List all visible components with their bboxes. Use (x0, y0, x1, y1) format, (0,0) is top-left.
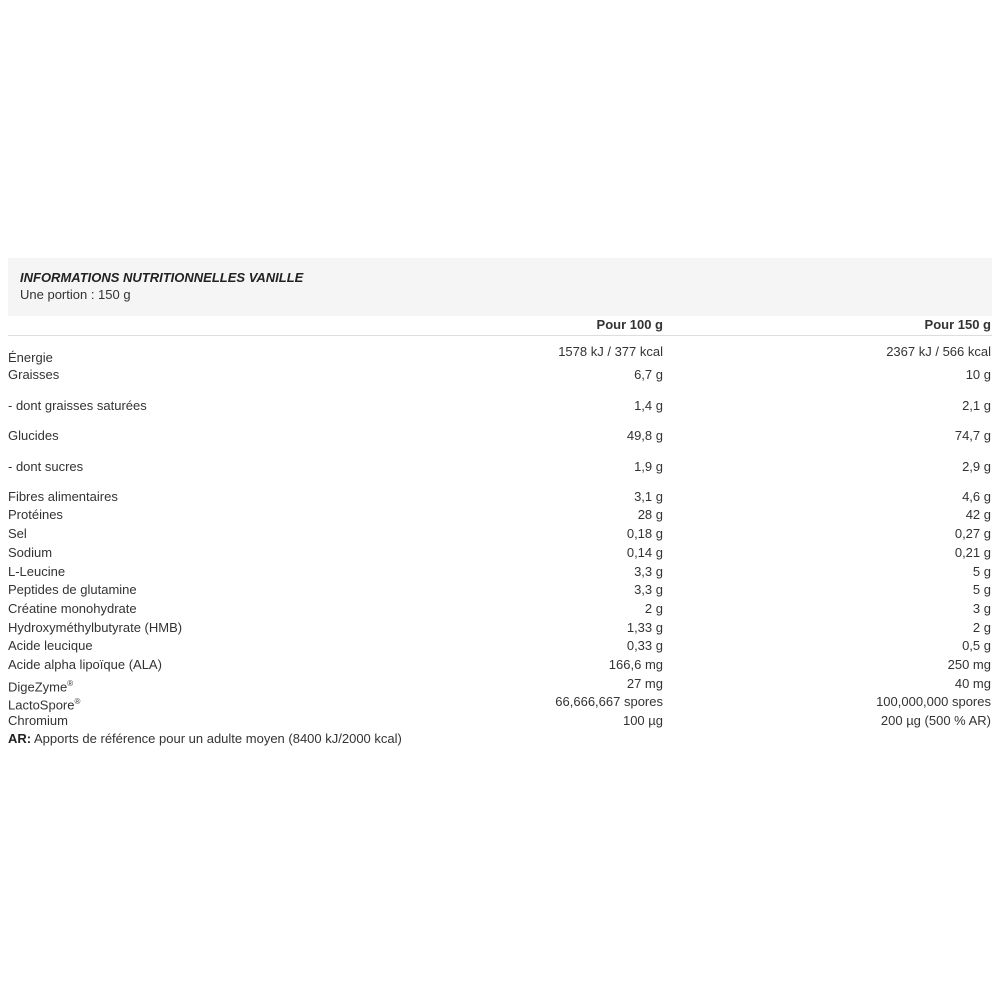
footnote-text: Apports de référence pour un adulte moyen (8400 kJ/2000 kcal) (31, 731, 402, 746)
table-row (8, 525, 992, 543)
column-header-150g: Pour 150 g (924, 317, 991, 332)
value-100g: 3,3 g (634, 564, 663, 579)
value-100g: 0,18 g (626, 526, 663, 541)
nutrient-name: L-Leucine (8, 564, 66, 579)
portion-size: Une portion : 150 g (20, 287, 131, 302)
value-100g: 2 g (644, 601, 663, 616)
value-100g: 49,8 g (626, 428, 663, 443)
value-150g: 250 mg (947, 657, 991, 672)
value-150g: 100,000,000 spores (876, 694, 991, 709)
value-100g: 3,1 g (634, 489, 663, 504)
value-100g: 66,666,667 spores (555, 694, 663, 709)
value-150g: 2 g (972, 620, 991, 635)
registered-mark: ® (74, 697, 81, 706)
column-headers (8, 316, 992, 336)
value-150g: 2,9 g (962, 459, 991, 474)
value-100g: 1,4 g (634, 398, 663, 413)
value-100g: 1,9 g (634, 459, 663, 474)
value-150g: 74,7 g (954, 428, 991, 443)
value-150g: 42 g (965, 507, 991, 522)
table-row (8, 693, 992, 711)
value-100g: 27 mg (626, 676, 663, 691)
nutrient-name: Acide leucique (8, 638, 93, 653)
value-150g: 5 g (972, 582, 991, 597)
table-header-box (8, 258, 992, 316)
nutrient-name-text: LactoSpore (8, 697, 75, 713)
value-150g: 2,1 g (962, 398, 991, 413)
value-150g: 0,21 g (954, 545, 991, 560)
value-100g: 166,6 mg (608, 657, 663, 672)
nutrient-name: Énergie (8, 350, 53, 365)
value-100g: 0,14 g (626, 545, 663, 560)
value-100g: 6,7 g (634, 367, 663, 382)
value-150g: 5 g (972, 564, 991, 579)
nutrient-name: Fibres alimentaires (8, 489, 118, 504)
value-100g: 0,33 g (626, 638, 663, 653)
value-150g: 2367 kJ / 566 kcal (886, 344, 991, 359)
footnote-label: AR: (8, 731, 32, 746)
table-row (8, 656, 992, 674)
nutrient-name: Glucides (8, 428, 59, 443)
nutrient-name-text: DigeZyme (8, 679, 68, 695)
value-150g: 4,6 g (962, 489, 991, 504)
table-row (8, 581, 992, 599)
nutrient-name: Créatine monohydrate (8, 601, 137, 616)
value-100g: 1,33 g (626, 620, 663, 635)
nutrient-name: Chromium (8, 713, 68, 728)
value-100g: 28 g (637, 507, 663, 522)
nutrient-name: Graisses (8, 367, 60, 382)
nutrition-table (8, 258, 992, 728)
table-row (8, 712, 992, 730)
table-row (8, 675, 992, 693)
registered-mark: ® (67, 679, 74, 688)
nutrient-name: Acide alpha lipoïque (ALA) (8, 657, 162, 672)
table-row (8, 506, 992, 524)
value-150g: 10 g (965, 367, 991, 382)
value-150g: 0,27 g (954, 526, 991, 541)
column-header-100g: Pour 100 g (596, 317, 663, 332)
value-150g: 40 mg (954, 676, 991, 691)
table-row (8, 427, 992, 445)
table-title: INFORMATIONS NUTRITIONNELLES VANILLE (20, 270, 304, 285)
value-100g: 1578 kJ / 377 kcal (558, 344, 663, 359)
table-row (8, 544, 992, 562)
table-row (8, 366, 992, 384)
table-row (8, 600, 992, 618)
table-row (8, 397, 992, 415)
value-150g: 3 g (972, 601, 991, 616)
value-100g: 100 µg (622, 713, 663, 728)
nutrient-name: Sodium (8, 545, 53, 560)
nutrient-name: Peptides de glutamine (8, 582, 137, 597)
nutrient-name: Protéines (8, 507, 63, 522)
value-100g: 3,3 g (634, 582, 663, 597)
table-row (8, 563, 992, 581)
nutrient-name: - dont sucres (8, 459, 84, 474)
table-row (8, 458, 992, 476)
value-150g: 200 µg (500 % AR) (880, 713, 991, 728)
table-row (8, 346, 992, 364)
nutrient-name: - dont graisses saturées (8, 398, 147, 413)
nutrient-name: Hydroxyméthylbutyrate (HMB) (8, 620, 183, 635)
table-row (8, 637, 992, 655)
nutrient-name: Sel (8, 526, 27, 541)
footnote (8, 730, 402, 748)
table-row (8, 488, 992, 506)
table-row (8, 619, 992, 637)
value-150g: 0,5 g (962, 638, 991, 653)
